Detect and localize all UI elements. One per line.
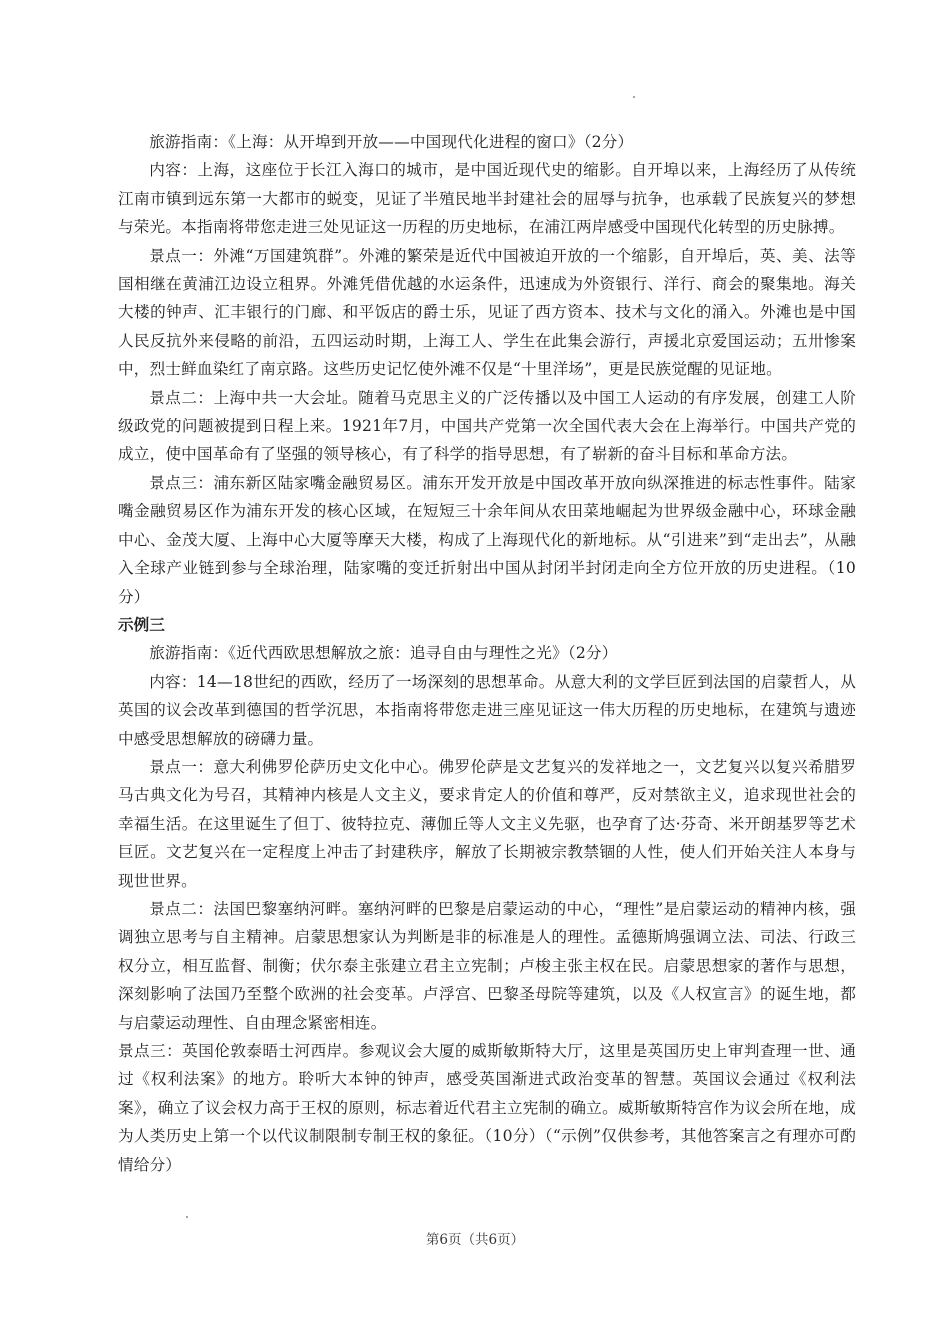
spot-three-london: 景点三：英国伦敦泰晤士河西岸。参观议会大厦的威斯敏斯特大厅，这里是英国历史上审判查理一世、通过《权利法案》的地方。聆听大本钟的钟声，感受英国渐进式政治变革的智慧。英国议会通过《权利法案》，确立了议会权力高于王权的原则，标志着近代君主立宪制的确立。威斯敏斯特宫作为议会所在地，成为人类历史上第一个以代议制限制专制王权的象征。（10分）（“示例”仅供参考，其他答案言之有理亦可酌情给分） (118, 1042, 856, 1174)
page-number-footer: 第6页（共6页） (425, 1232, 525, 1248)
scan-speck (633, 96, 635, 98)
example-three-heading: 示例三 (118, 614, 165, 634)
scan-speck (186, 1216, 188, 1218)
spot-two-first-congress: 景点二：上海中共一大会址。随着马克思主义的广泛传播以及中国工人运动的有序发展，创建工人阶级政党的问题被提到日程上来。1921年7月，中国共产党第一次全国代表大会在上海举行。中国共产党的成立，使中国革命有了坚强的领导核心，有了科学的指导思想，有了崭新的奋斗目标和革命方法。 (118, 388, 856, 464)
guide-content-western-europe: 内容：14—18世纪的西欧，经历了一场深刻的思想革命。从意大利的文学巨匠到法国的启蒙哲人，从英国的议会改革到德国的哲学沉思，本指南将带您走进三座见证这一伟大历程的历史地标，在建筑与遗迹中感受思想解放的磅礴力量。 (118, 672, 856, 748)
guide-content-shanghai: 内容：上海，这座位于长江入海口的城市，是中国近现代史的缩影。自开埠以来，上海经历了从传统江南市镇到远东第一大都市的蜕变，见证了半殖民地半封建社会的屈辱与抗争，也承载了民族复兴的梦想与荣光。本指南将带您走进三处见证这一历程的历史地标，在浦江两岸感受中国现代化转型的历史脉搏。 (118, 161, 856, 237)
spot-two-paris: 景点二：法国巴黎塞纳河畔。塞纳河畔的巴黎是启蒙运动的中心，“理性”是启蒙运动的精神内核，强调独立思考与自主精神。启蒙思想家认为判断是非的标准是人的理性。孟德斯鸠强调立法、司法、行政三权分立，相互监督、制衡；伏尔泰主张建立君主立宪制；卢梭主张主权在民。启蒙思想家的著作与思想，深刻影响了法国乃至整个欧洲的社会变革。卢浮宫、巴黎圣母院等建筑，以及《人权宣言》的诞生地，都与启蒙运动理性、自由理念紧密相连。 (118, 899, 856, 1032)
guide-title-western-europe: 旅游指南：《近代西欧思想解放之旅：追寻自由与理性之光》（2分） (149, 644, 618, 663)
spot-one-florence: 景点一：意大利佛罗伦萨历史文化中心。佛罗伦萨是文艺复兴的发祥地之一，文艺复兴以复兴希腊罗马古典文化为号召，其精神内核是人文主义，要求肯定人的价值和尊严，反对禁欲主义，追求现世社会的幸福生活。在这里诞生了但丁、彼特拉克、薄伽丘等人文主义先驱，也孕育了达·芬奇、米开朗基罗等艺术巨匠。文艺复兴在一定程度上冲击了封建秩序，解放了长期被宗教禁锢的人性，使人们开始关注人本身与现世世界。 (118, 757, 856, 890)
guide-title-shanghai: 旅游指南：《上海：从开埠到开放——中国现代化进程的窗口》（2分） (149, 133, 634, 151)
spot-one-bund: 景点一：外滩“万国建筑群”。外滩的繁荣是近代中国被迫开放的一个缩影，自开埠后，英、美、法等国相继在黄浦江边设立租界。外滩凭借优越的水运条件，迅速成为外资银行、洋行、商会的聚集地。海关大楼的钟声、汇丰银行的门廊、和平饭店的爵士乐，见证了西方资本、技术与文化的涌入。外滩也是中国人民反抗外来侵略的前沿，五四运动时期，上海工人、学生在此集会游行，声援北京爱国运动；五卅惨案中，烈士鲜血染红了南京路。这些历史记忆使外滩不仅是“十里洋场”，更是民族觉醒的见证地。 (118, 246, 856, 379)
document-body (118, 128, 856, 1179)
spot-three-lujiazui: 景点三：浦东新区陆家嘴金融贸易区。浦东开发开放是中国改革开放向纵深推进的标志性事件。陆家嘴金融贸易区作为浦东开发的核心区域，在短短三十余年间从农田菜地崛起为世界级金融中心，环球金融中心、金茂大厦、上海中心大厦等摩天大楼，构成了上海现代化的新地标。从“引进来”到“走出去”，从融入全球产业链到参与全球治理，陆家嘴的变迁折射出中国从封闭半封闭走向全方位开放的历史进程。（10分） (118, 473, 856, 606)
